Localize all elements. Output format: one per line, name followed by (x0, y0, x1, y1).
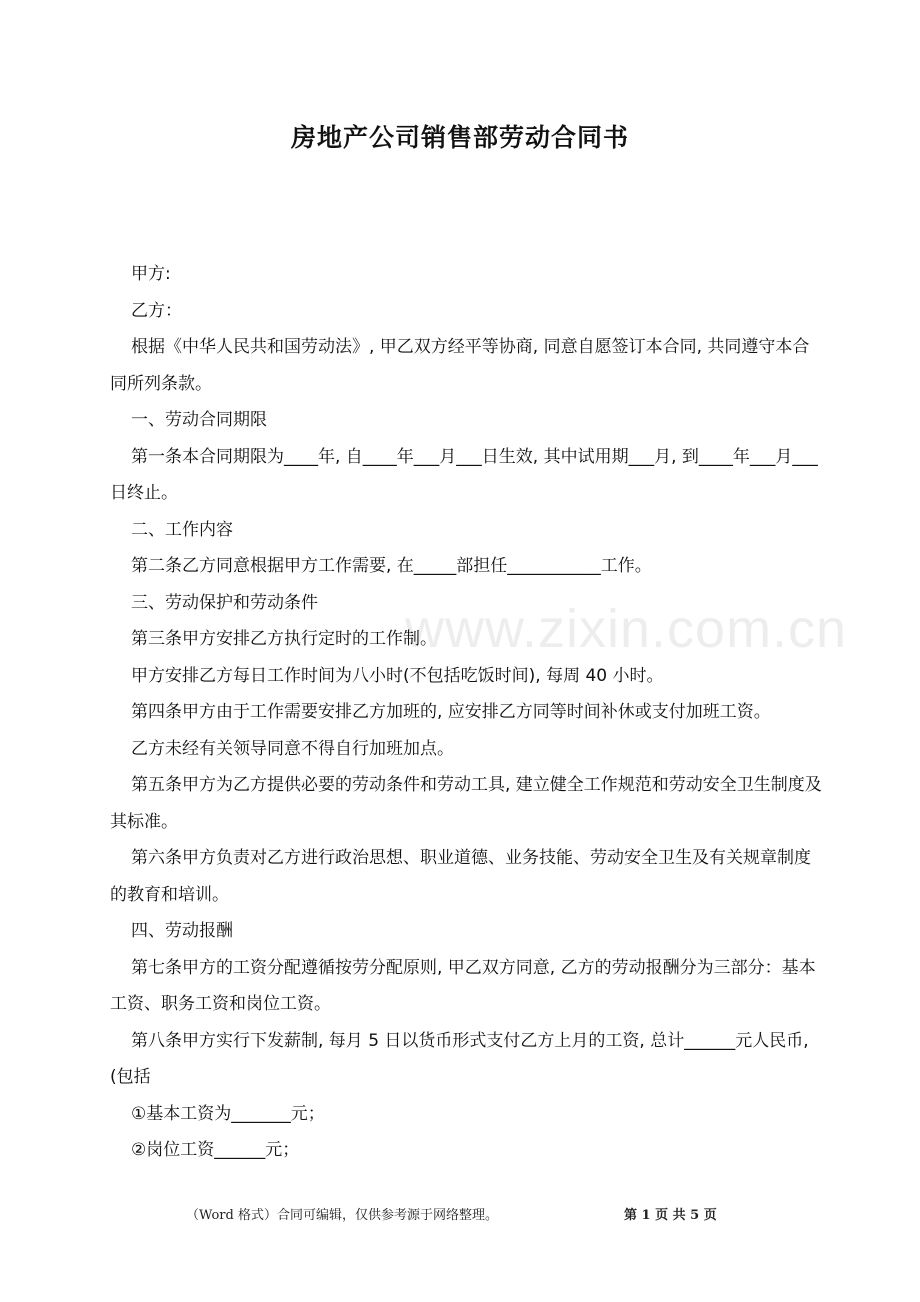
document-title: 房地产公司销售部劳动合同书 (290, 123, 629, 152)
article-paragraph: 第一条本合同期限为____年, 自____年___月___日生效, 其中试用期___月, 到____年___月___日终止。 (110, 446, 818, 503)
section-heading: 一、劳动合同期限 (131, 410, 267, 430)
preamble-paragraph: 根据《中华人民共和国劳动法》, 甲乙双方经平等协商, 同意自愿签订本合同, 共同遵守本合同所列条款。 (110, 337, 810, 394)
footer-note: （Word 格式）合同可编辑，仅供参考源于网络整理。 (186, 1208, 498, 1223)
party-b-line: 乙方： (131, 300, 182, 321)
list-item: ②岗位工资______元； (131, 1140, 300, 1160)
section-heading: 二、工作内容 (131, 519, 233, 540)
document-body (110, 256, 822, 1169)
article-paragraph: 第八条甲方实行下发薪制, 每月 5 日以货币形式支付乙方上月的工资, 总计______元人民币, (包括 (110, 1030, 815, 1087)
watermark: www.zixin.com.cn (405, 599, 848, 659)
section-heading: 四、劳动报酬 (131, 921, 233, 941)
list-item: ①基本工资为_______元； (131, 1103, 325, 1124)
article-paragraph: 第二条乙方同意根据甲方工作需要, 在_____部担任___________工作。 (131, 556, 652, 576)
article-paragraph: 第五条甲方为乙方提供必要的劳动条件和劳动工具, 建立健全工作规范和劳动安全卫生制度及其标准。 (110, 775, 822, 832)
article-paragraph: 第七条甲方的工资分配遵循按劳分配原则, 甲乙双方同意, 乙方的劳动报酬分为三部分：基本工资、职务工资和岗位工资。 (110, 957, 816, 1014)
party-a-line: 甲方: (131, 264, 171, 284)
body-paragraph: 乙方未经有关领导同意不得自行加班加点。 (131, 738, 454, 759)
section-heading: 三、劳动保护和劳动条件 (131, 592, 318, 613)
body-paragraph: 甲方安排乙方每日工作时间为八小时(不包括吃饭时间), 每周 40 小时。 (131, 665, 664, 686)
article-paragraph: 第三条甲方安排乙方执行定时的工作制。 (131, 629, 437, 649)
page-indicator: 第 1 页 共 5 页 (624, 1208, 717, 1223)
article-paragraph: 第六条甲方负责对乙方进行政治思想、职业道德、业务技能、劳动安全卫生及有关规章制度的教育和培训。 (110, 848, 811, 905)
article-paragraph: 第四条甲方由于工作需要安排乙方加班的, 应安排乙方同等时间补休或支付加班工资。 (131, 702, 771, 722)
